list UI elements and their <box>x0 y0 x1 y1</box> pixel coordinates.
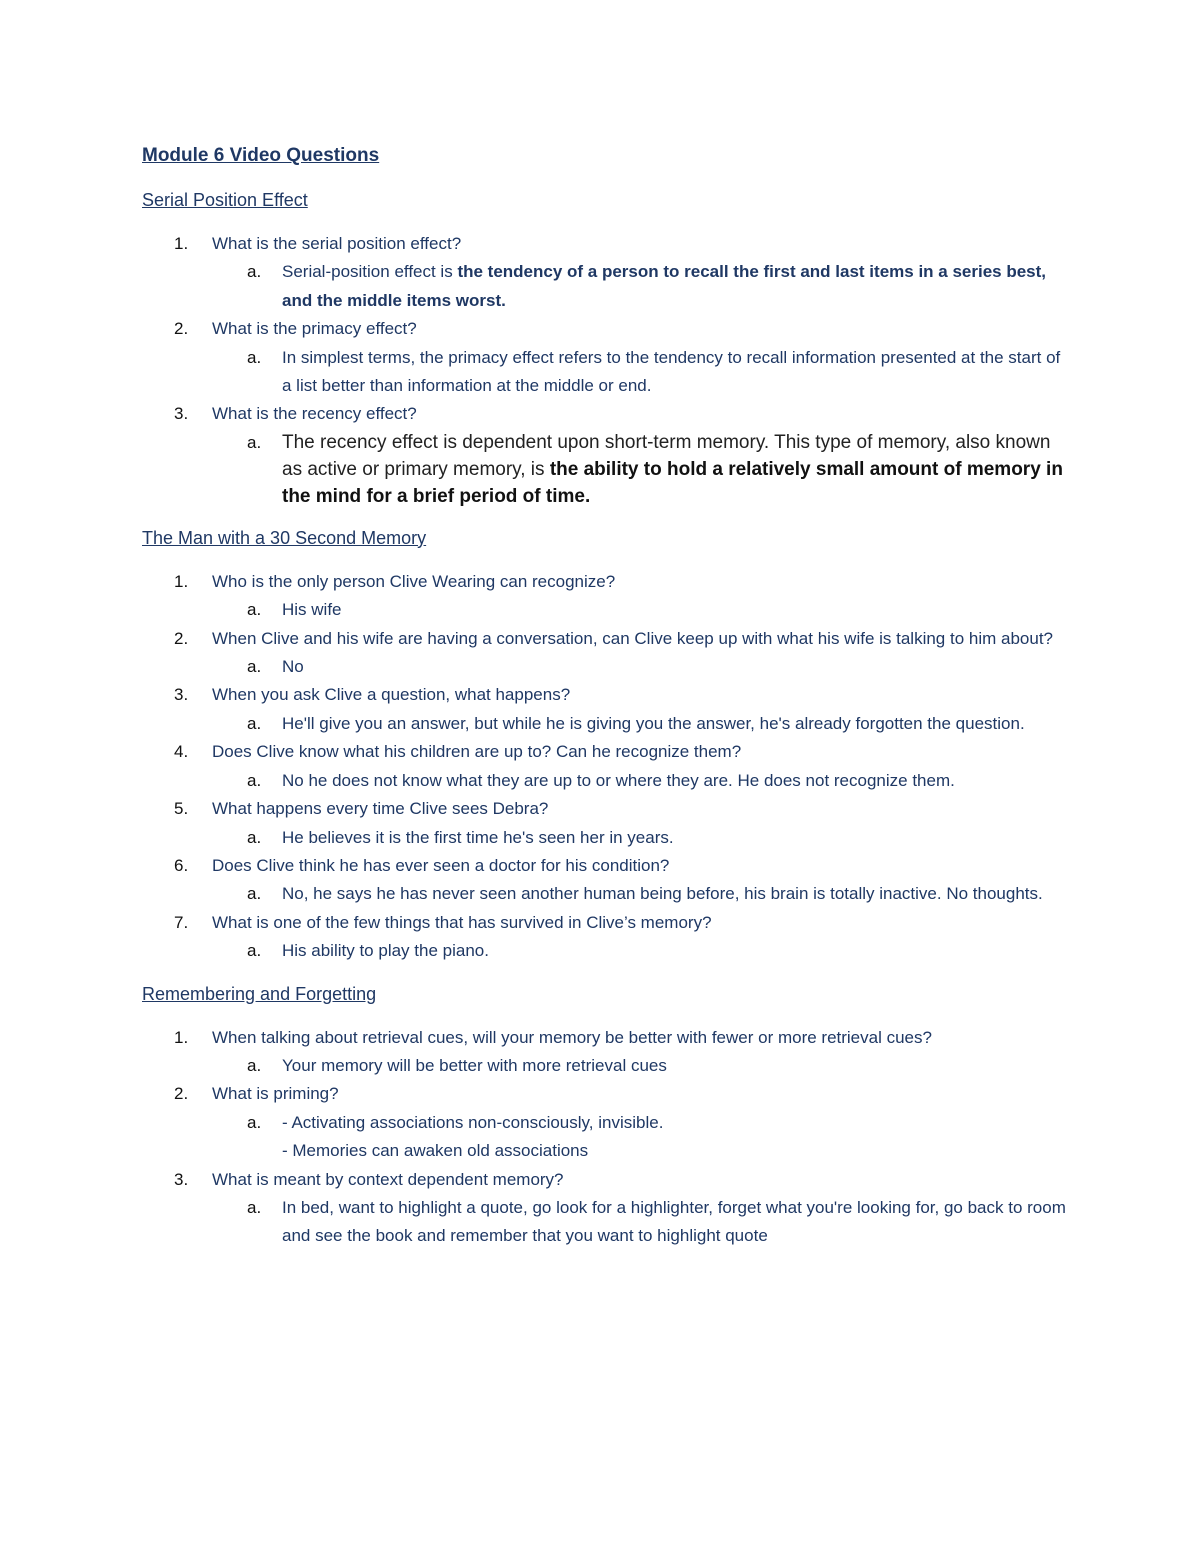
answer-text-regular: No he does not know what they are up to or where they are. He does not recognize them. <box>282 770 955 790</box>
answer-list <box>212 1052 1070 1080</box>
question-item <box>142 795 1070 852</box>
answer-letter: a. <box>247 347 262 367</box>
answer-list <box>212 258 1070 315</box>
answer-text-bold: the tendency of a person to recall the first and last items in a series best, and the middle items worst. <box>282 262 1047 310</box>
question-number: 3. <box>174 1169 189 1189</box>
section <box>142 980 1070 1251</box>
answer-list <box>212 1194 1070 1251</box>
answer-text-bold: the ability to hold a relatively small amount of memory in the mind for a brief period of time. <box>282 458 1063 507</box>
answer-text-regular: In bed, want to highlight a quote, go look for a highlighter, forget what you're looking for, go back to room and see the book and remember that you want to highlight quote <box>282 1197 1066 1246</box>
answer-list <box>212 429 1070 510</box>
answer-item <box>212 344 1070 401</box>
question-list <box>142 568 1070 966</box>
answer-text <box>282 1194 1070 1251</box>
question-text: Who is the only person Clive Wearing can recognize? <box>212 571 616 591</box>
answer-item <box>212 1194 1070 1251</box>
answer-letter: a. <box>247 884 262 904</box>
answer-item <box>212 653 1070 681</box>
answer-letter: a. <box>247 1197 262 1217</box>
question-text: Does Clive know what his children are up to? Can he recognize them? <box>212 742 742 762</box>
question-text: What is one of the few things that has survived in Clive’s memory? <box>212 912 712 932</box>
document-title: Module 6 Video Questions <box>142 145 380 166</box>
question-item <box>142 400 1070 509</box>
answer-text-regular: No <box>282 657 304 677</box>
question-number: 5. <box>174 799 189 819</box>
answer-item <box>212 258 1070 315</box>
answer-item <box>212 1052 1070 1080</box>
answer-letter: a. <box>247 432 262 452</box>
question-number: 4. <box>174 742 189 762</box>
answer-letter: a. <box>247 1112 262 1132</box>
answer-list <box>212 653 1070 681</box>
question-item <box>142 625 1070 682</box>
answer-text-regular: The recency effect is dependent upon short-term memory. This type of memory, also known as active or primary memory, is <box>282 431 1051 480</box>
answer-list <box>212 1109 1070 1166</box>
question-text: What is priming? <box>212 1084 339 1104</box>
question-number: 1. <box>174 1027 189 1047</box>
question-item <box>142 568 1070 625</box>
question-item <box>142 738 1070 795</box>
question-text: What is the recency effect? <box>212 404 417 424</box>
section-heading: Serial Position Effect <box>142 190 308 210</box>
question-list <box>142 1024 1070 1251</box>
answer-item <box>212 710 1070 738</box>
question-text: Does Clive think he has ever seen a doctor for his condition? <box>212 855 670 875</box>
answer-list <box>212 710 1070 738</box>
answer-list <box>212 824 1070 852</box>
answer-list <box>212 880 1070 908</box>
question-number: 1. <box>174 234 189 253</box>
answer-text-regular: His wife <box>282 600 342 620</box>
question-number: 1. <box>174 571 189 591</box>
question-item <box>142 230 1070 315</box>
question-number: 3. <box>174 685 189 705</box>
answer-item <box>212 596 1070 624</box>
answer-text <box>282 880 1070 908</box>
answer-text <box>282 1052 1070 1080</box>
answer-text <box>282 824 1070 852</box>
question-number: 2. <box>174 628 189 648</box>
question-list <box>142 230 1070 510</box>
question-text: When Clive and his wife are having a conversation, can Clive keep up with what his wife is talking to him about? <box>212 628 1053 648</box>
answer-text <box>282 344 1070 401</box>
answer-text-regular: He'll give you an answer, but while he is giving you the answer, he's already forgotten the question. <box>282 713 1025 733</box>
answer-letter: a. <box>247 770 262 790</box>
question-text: What is the serial position effect? <box>212 234 462 253</box>
answer-letter: a. <box>247 941 262 961</box>
answer-list <box>212 937 1070 965</box>
answer-text-regular: Serial-position effect is <box>282 262 458 282</box>
answer-text <box>282 596 1070 624</box>
section-heading: The Man with a 30 Second Memory <box>142 527 427 548</box>
answer-text-regular: He believes it is the first time he's seen her in years. <box>282 827 674 847</box>
question-number: 2. <box>174 319 189 339</box>
answer-item <box>212 1109 1070 1166</box>
answer-item <box>212 767 1070 795</box>
answer-item <box>212 824 1070 852</box>
answer-text-continued: - Memories can awaken old associations <box>282 1141 589 1161</box>
answer-text-regular: No, he says he has never seen another human being before, his brain is totally inactive. No thoughts. <box>282 884 1043 904</box>
question-text: When you ask Clive a question, what happens? <box>212 685 571 705</box>
question-item <box>142 1024 1070 1081</box>
answer-text <box>282 653 1070 681</box>
sections-container <box>142 186 1070 1251</box>
answer-text <box>282 1109 1070 1137</box>
answer-text-regular: - Activating associations non-consciously, invisible. <box>282 1112 664 1132</box>
answer-letter: a. <box>247 657 262 677</box>
answer-item <box>212 937 1070 965</box>
question-number: 3. <box>174 404 189 424</box>
question-text: What is the primacy effect? <box>212 319 417 339</box>
question-item <box>142 852 1070 909</box>
question-number: 7. <box>174 912 189 932</box>
question-text: What happens every time Clive sees Debra? <box>212 799 549 819</box>
answer-item <box>212 880 1070 908</box>
section-heading: Remembering and Forgetting <box>142 983 377 1004</box>
answer-item <box>212 429 1070 510</box>
section <box>142 186 1070 510</box>
answer-text-regular: His ability to play the piano. <box>282 941 489 961</box>
answer-letter: a. <box>247 262 262 282</box>
answer-text <box>282 429 1070 510</box>
answer-text-regular: Your memory will be better with more retrieval cues <box>282 1055 667 1075</box>
answer-text <box>282 767 1070 795</box>
answer-letter: a. <box>247 827 262 847</box>
answer-letter: a. <box>247 713 262 733</box>
question-item <box>142 315 1070 400</box>
answer-list <box>212 596 1070 624</box>
section <box>142 524 1070 966</box>
answer-text-regular: In simplest terms, the primacy effect refers to the tendency to recall information presented at the start of a list better than information at the middle or end. <box>282 347 1061 396</box>
question-item <box>142 909 1070 966</box>
question-text: When talking about retrieval cues, will your memory be better with fewer or more retrieval cues? <box>212 1027 932 1047</box>
answer-text <box>282 258 1070 315</box>
question-item <box>142 1166 1070 1251</box>
question-number: 2. <box>174 1084 189 1104</box>
answer-list <box>212 344 1070 401</box>
answer-list <box>212 767 1070 795</box>
answer-letter: a. <box>247 600 262 620</box>
answer-letter: a. <box>247 1055 262 1075</box>
question-item <box>142 681 1070 738</box>
question-item <box>142 1080 1070 1165</box>
answer-text <box>282 937 1070 965</box>
answer-text <box>282 710 1070 738</box>
question-number: 6. <box>174 855 189 875</box>
question-text: What is meant by context dependent memory? <box>212 1169 564 1189</box>
